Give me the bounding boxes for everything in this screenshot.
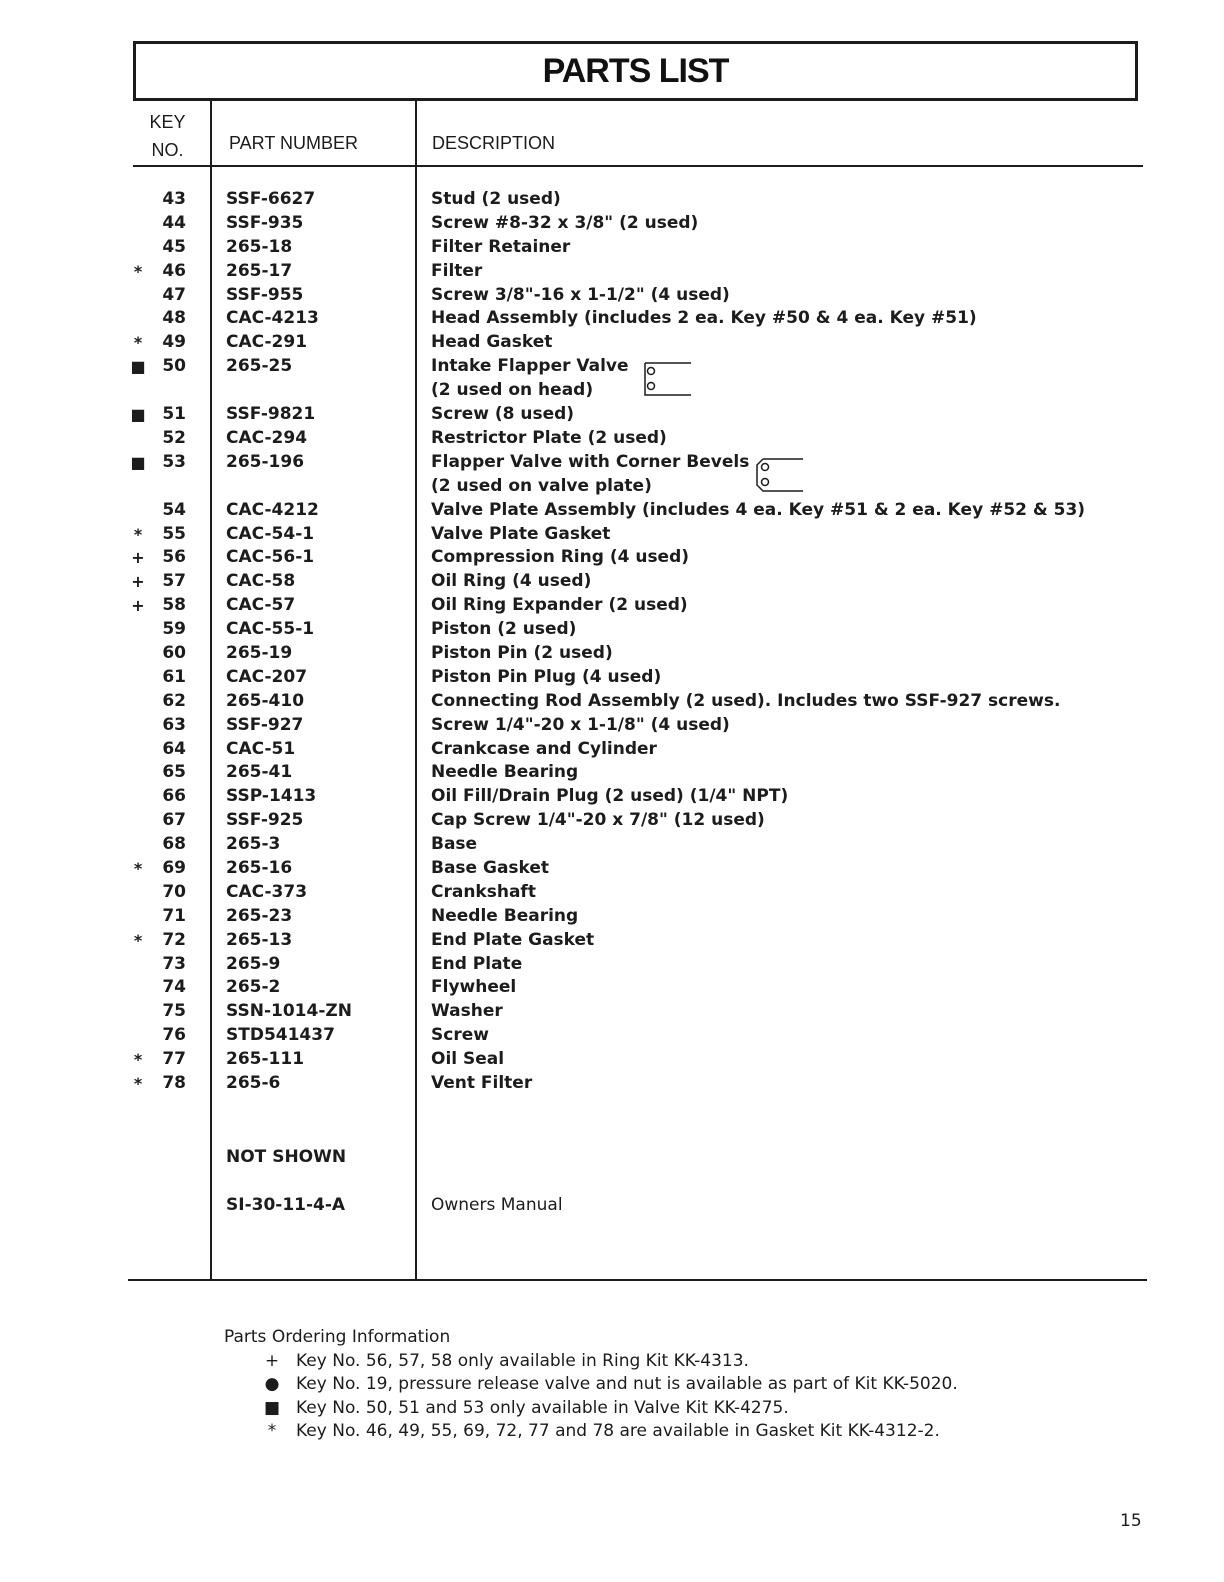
table-row bbox=[0, 953, 1224, 977]
table-row bbox=[0, 355, 1224, 403]
kit-mark: * bbox=[133, 930, 143, 950]
part-number: CAC-51 bbox=[226, 738, 296, 759]
kit-mark: * bbox=[133, 1073, 143, 1093]
note-text: Key No. 56, 57, 58 only available in Ring Kit KK-4313. bbox=[296, 1350, 749, 1371]
part-description bbox=[431, 188, 561, 212]
parts-table-body bbox=[0, 188, 1224, 1096]
header-key-line2: NO. bbox=[151, 140, 184, 160]
table-row bbox=[0, 761, 1224, 785]
part-number: 265-41 bbox=[226, 762, 293, 783]
key-number: 45 bbox=[162, 236, 186, 257]
table-row bbox=[0, 1072, 1224, 1096]
table-row bbox=[0, 690, 1224, 714]
key-number: 43 bbox=[162, 189, 186, 209]
key-number: 77 bbox=[162, 1049, 186, 1070]
header-description: DESCRIPTION bbox=[432, 133, 556, 153]
key-number: 65 bbox=[162, 762, 186, 783]
key-number: 70 bbox=[162, 881, 186, 902]
key-number: 62 bbox=[162, 690, 186, 711]
part-description bbox=[431, 690, 1060, 714]
description-line: Piston Pin Plug (4 used) bbox=[431, 666, 662, 687]
table-row bbox=[0, 738, 1224, 762]
key-number: 57 bbox=[162, 571, 186, 592]
part-number: 265-25 bbox=[226, 356, 293, 377]
part-number: 265-19 bbox=[226, 642, 293, 663]
ordering-heading: Parts Ordering Information bbox=[224, 1327, 451, 1347]
table-row bbox=[0, 331, 1224, 355]
note-text: Key No. 50, 51 and 53 only available in Valve Kit KK-4275. bbox=[296, 1397, 789, 1418]
description-line: Screw #8-32 x 3/8" (2 used) bbox=[431, 212, 699, 233]
table-row bbox=[0, 188, 1224, 212]
table-row bbox=[0, 809, 1224, 833]
table-row bbox=[0, 212, 1224, 236]
key-number: 49 bbox=[162, 332, 186, 353]
description-line: Restrictor Plate (2 used) bbox=[431, 427, 667, 448]
table-row bbox=[0, 1000, 1224, 1024]
table-row bbox=[0, 929, 1224, 953]
note-symbol: ■ bbox=[263, 1397, 281, 1418]
part-description bbox=[431, 546, 689, 570]
description-line: Flywheel bbox=[431, 977, 517, 998]
description-line: Head Gasket bbox=[431, 332, 553, 353]
part-description bbox=[431, 666, 661, 690]
description-line: Washer bbox=[431, 1001, 503, 1022]
part-description bbox=[431, 618, 576, 642]
table-row bbox=[0, 427, 1224, 451]
part-description bbox=[431, 881, 536, 905]
header-part-number: PART NUMBER bbox=[229, 133, 359, 153]
table-row bbox=[0, 618, 1224, 642]
description-line: Oil Ring (4 used) bbox=[431, 571, 592, 592]
part-description bbox=[431, 427, 667, 451]
key-number: 56 bbox=[162, 547, 186, 568]
key-number: 66 bbox=[162, 786, 186, 807]
part-description bbox=[431, 499, 1085, 523]
part-description bbox=[431, 905, 578, 929]
part-number: SSF-6627 bbox=[226, 189, 316, 209]
description-line: Piston Pin (2 used) bbox=[431, 642, 613, 663]
description-line: Needle Bearing bbox=[431, 762, 579, 783]
table-row bbox=[0, 642, 1224, 666]
key-number: 71 bbox=[162, 905, 186, 926]
part-number: CAC-294 bbox=[226, 427, 308, 448]
header-key bbox=[145, 108, 190, 164]
part-number: SSF-955 bbox=[226, 284, 304, 305]
description-line: Intake Flapper Valve bbox=[431, 356, 629, 377]
key-number: 67 bbox=[162, 810, 186, 831]
part-number: 265-23 bbox=[226, 905, 293, 926]
note-text: Key No. 46, 49, 55, 69, 72, 77 and 78 are available in Gasket Kit KK-4312-2. bbox=[296, 1421, 940, 1441]
page-number: 15 bbox=[1120, 1511, 1142, 1531]
part-description bbox=[431, 953, 522, 977]
part-number: 265-111 bbox=[226, 1049, 305, 1070]
description-line: Piston (2 used) bbox=[431, 619, 577, 640]
part-number: 265-196 bbox=[226, 451, 305, 472]
part-number: 265-17 bbox=[226, 260, 293, 281]
part-description bbox=[431, 284, 730, 308]
table-row bbox=[0, 594, 1224, 618]
key-number: 46 bbox=[162, 260, 186, 281]
description-line: Cap Screw 1/4"-20 x 7/8" (12 used) bbox=[431, 810, 765, 831]
description-line: Oil Seal bbox=[431, 1049, 505, 1070]
part-number: 265-18 bbox=[226, 236, 293, 257]
part-description bbox=[431, 307, 977, 331]
description-line: Valve Plate Gasket bbox=[431, 523, 611, 544]
description-line: Crankshaft bbox=[431, 881, 536, 902]
description-line: Filter Retainer bbox=[431, 236, 571, 257]
part-description bbox=[431, 976, 516, 1000]
key-number: 72 bbox=[162, 929, 186, 950]
description-line: Needle Bearing bbox=[431, 905, 579, 926]
part-number: CAC-291 bbox=[226, 332, 308, 353]
table-row bbox=[0, 666, 1224, 690]
part-number: 265-3 bbox=[226, 834, 281, 855]
part-number: 265-2 bbox=[226, 977, 281, 998]
key-number: 63 bbox=[162, 714, 186, 735]
part-number: 265-16 bbox=[226, 857, 293, 878]
part-number: 265-13 bbox=[226, 929, 293, 950]
key-number: 51 bbox=[162, 404, 186, 425]
key-number: 64 bbox=[162, 738, 186, 759]
key-number: 74 bbox=[162, 977, 186, 998]
part-description bbox=[431, 594, 688, 618]
description-line: Stud (2 used) bbox=[431, 189, 561, 209]
part-description bbox=[431, 785, 788, 809]
kit-mark: ■ bbox=[130, 452, 146, 472]
note-symbol: * bbox=[267, 1421, 277, 1441]
part-number: CAC-56-1 bbox=[226, 547, 315, 568]
kit-mark: * bbox=[133, 333, 143, 353]
ordering-note bbox=[224, 1397, 958, 1421]
part-description bbox=[431, 570, 591, 594]
kit-mark: ■ bbox=[130, 405, 146, 425]
description-line: Connecting Rod Assembly (2 used). Includes two SSF-927 screws. bbox=[431, 690, 1061, 711]
table-row bbox=[0, 307, 1224, 331]
kit-mark: * bbox=[133, 858, 143, 878]
kit-mark: ■ bbox=[130, 357, 146, 377]
description-line: Filter bbox=[431, 260, 483, 281]
page-title: PARTS LIST bbox=[542, 51, 729, 90]
key-number: 54 bbox=[162, 499, 186, 520]
part-description bbox=[431, 355, 629, 403]
ordering-note bbox=[224, 1420, 958, 1444]
table-row bbox=[0, 1024, 1224, 1048]
key-number: 78 bbox=[162, 1072, 186, 1093]
part-description bbox=[431, 331, 552, 355]
part-description bbox=[431, 1072, 532, 1096]
part-description bbox=[431, 833, 477, 857]
key-number: 60 bbox=[162, 642, 186, 663]
table-row bbox=[0, 881, 1224, 905]
part-number: CAC-4212 bbox=[226, 499, 319, 520]
beveled-valve-icon bbox=[749, 455, 805, 503]
part-number: SSF-925 bbox=[226, 810, 304, 831]
table-row bbox=[0, 499, 1224, 523]
table-row bbox=[0, 905, 1224, 929]
part-number: 265-9 bbox=[226, 953, 281, 974]
kit-mark: * bbox=[133, 261, 143, 281]
description-line: Vent Filter bbox=[431, 1072, 533, 1093]
description-line: End Plate Gasket bbox=[431, 929, 595, 950]
description-line: Screw 1/4"-20 x 1-1/8" (4 used) bbox=[431, 714, 730, 735]
part-description bbox=[431, 212, 698, 236]
ordering-note bbox=[224, 1373, 958, 1397]
table-row bbox=[0, 284, 1224, 308]
ordering-note bbox=[224, 1350, 958, 1374]
description-line: Oil Ring Expander (2 used) bbox=[431, 595, 688, 616]
key-number: 52 bbox=[162, 427, 186, 448]
note-text: Key No. 19, pressure release valve and nut is available as part of Kit KK-5020. bbox=[296, 1374, 958, 1394]
header-key-line1: KEY bbox=[149, 112, 186, 132]
kit-mark: + bbox=[131, 572, 145, 592]
kit-mark: * bbox=[133, 524, 143, 544]
part-number: CAC-55-1 bbox=[226, 619, 315, 640]
key-number: 50 bbox=[162, 356, 186, 377]
part-description bbox=[431, 523, 610, 547]
table-row bbox=[0, 857, 1224, 881]
table-bottom-rule bbox=[128, 1279, 1147, 1281]
description-line: Compression Ring (4 used) bbox=[431, 547, 690, 568]
key-number: 69 bbox=[162, 857, 186, 878]
part-number: CAC-4213 bbox=[226, 308, 319, 329]
not-shown-label: NOT SHOWN bbox=[226, 1147, 347, 1167]
ordering-info bbox=[224, 1326, 958, 1444]
key-number: 44 bbox=[162, 212, 186, 233]
part-number: SSF-9821 bbox=[226, 404, 316, 425]
part-description bbox=[431, 642, 613, 666]
description-line: Screw 3/8"-16 x 1-1/2" (4 used) bbox=[431, 284, 730, 305]
part-description bbox=[431, 451, 749, 499]
part-description bbox=[431, 738, 657, 762]
not-shown-description: Owners Manual bbox=[431, 1195, 563, 1215]
key-number: 68 bbox=[162, 834, 186, 855]
description-line: Flapper Valve with Corner Bevels bbox=[431, 451, 750, 472]
part-description bbox=[431, 929, 594, 953]
table-row bbox=[0, 976, 1224, 1000]
part-description bbox=[431, 809, 765, 833]
part-number: SSF-927 bbox=[226, 714, 304, 735]
table-row bbox=[0, 785, 1224, 809]
description-line: Crankcase and Cylinder bbox=[431, 738, 657, 759]
table-row bbox=[0, 451, 1224, 499]
part-description bbox=[431, 260, 482, 284]
table-row bbox=[0, 833, 1224, 857]
kit-mark: + bbox=[131, 596, 145, 616]
key-number: 61 bbox=[162, 666, 186, 687]
part-number: CAC-57 bbox=[226, 595, 296, 616]
part-number: CAC-373 bbox=[226, 881, 308, 902]
part-number: STD541437 bbox=[226, 1025, 335, 1046]
key-number: 59 bbox=[162, 619, 186, 640]
table-row bbox=[0, 260, 1224, 284]
part-number: 265-410 bbox=[226, 690, 305, 711]
not-shown-part-number: SI-30-11-4-A bbox=[226, 1195, 346, 1215]
table-row bbox=[0, 570, 1224, 594]
table-row bbox=[0, 403, 1224, 427]
description-line-2: (2 used on valve plate) bbox=[431, 475, 652, 496]
description-line: Valve Plate Assembly (includes 4 ea. Key #51 & 2 ea. Key #52 & 53) bbox=[431, 499, 1086, 520]
part-number: SSP-1413 bbox=[226, 786, 317, 807]
table-row bbox=[0, 523, 1224, 547]
part-number: CAC-58 bbox=[226, 571, 296, 592]
kit-mark: + bbox=[131, 548, 145, 568]
flapper-valve-icon bbox=[637, 359, 693, 407]
description-line: Base Gasket bbox=[431, 857, 550, 878]
note-symbol: ● bbox=[264, 1374, 280, 1394]
note-symbol: + bbox=[264, 1350, 280, 1371]
part-description bbox=[431, 761, 578, 785]
part-number: 265-6 bbox=[226, 1072, 281, 1093]
header-rule bbox=[133, 165, 1143, 167]
part-description bbox=[431, 714, 730, 738]
part-number: SSN-1014-ZN bbox=[226, 1001, 352, 1022]
description-line-2: (2 used on head) bbox=[431, 380, 594, 401]
ordering-notes-list bbox=[224, 1350, 958, 1444]
description-line: Screw bbox=[431, 1025, 489, 1046]
key-number: 53 bbox=[162, 451, 186, 472]
table-row bbox=[0, 236, 1224, 260]
description-line: Screw (8 used) bbox=[431, 404, 575, 425]
part-description bbox=[431, 236, 570, 260]
part-description bbox=[431, 403, 574, 427]
kit-mark: * bbox=[133, 1050, 143, 1070]
table-row bbox=[0, 1048, 1224, 1072]
part-number: CAC-207 bbox=[226, 666, 308, 687]
part-description bbox=[431, 857, 549, 881]
part-description bbox=[431, 1048, 504, 1072]
table-row bbox=[0, 714, 1224, 738]
key-number: 75 bbox=[162, 1001, 186, 1022]
key-number: 73 bbox=[162, 953, 186, 974]
description-line: Head Assembly (includes 2 ea. Key #50 & 4 ea. Key #51) bbox=[431, 308, 977, 329]
table-row bbox=[0, 546, 1224, 570]
description-line: Oil Fill/Drain Plug (2 used) (1/4" NPT) bbox=[431, 786, 789, 807]
key-number: 47 bbox=[162, 284, 186, 305]
part-description bbox=[431, 1024, 489, 1048]
title-box bbox=[133, 41, 1138, 101]
part-description bbox=[431, 1000, 503, 1024]
part-number: SSF-935 bbox=[226, 212, 304, 233]
key-number: 58 bbox=[162, 595, 186, 616]
key-number: 76 bbox=[162, 1025, 186, 1046]
part-number: CAC-54-1 bbox=[226, 523, 315, 544]
key-number: 48 bbox=[162, 308, 186, 329]
key-number: 55 bbox=[162, 523, 186, 544]
description-line: End Plate bbox=[431, 953, 523, 974]
description-line: Base bbox=[431, 834, 478, 855]
